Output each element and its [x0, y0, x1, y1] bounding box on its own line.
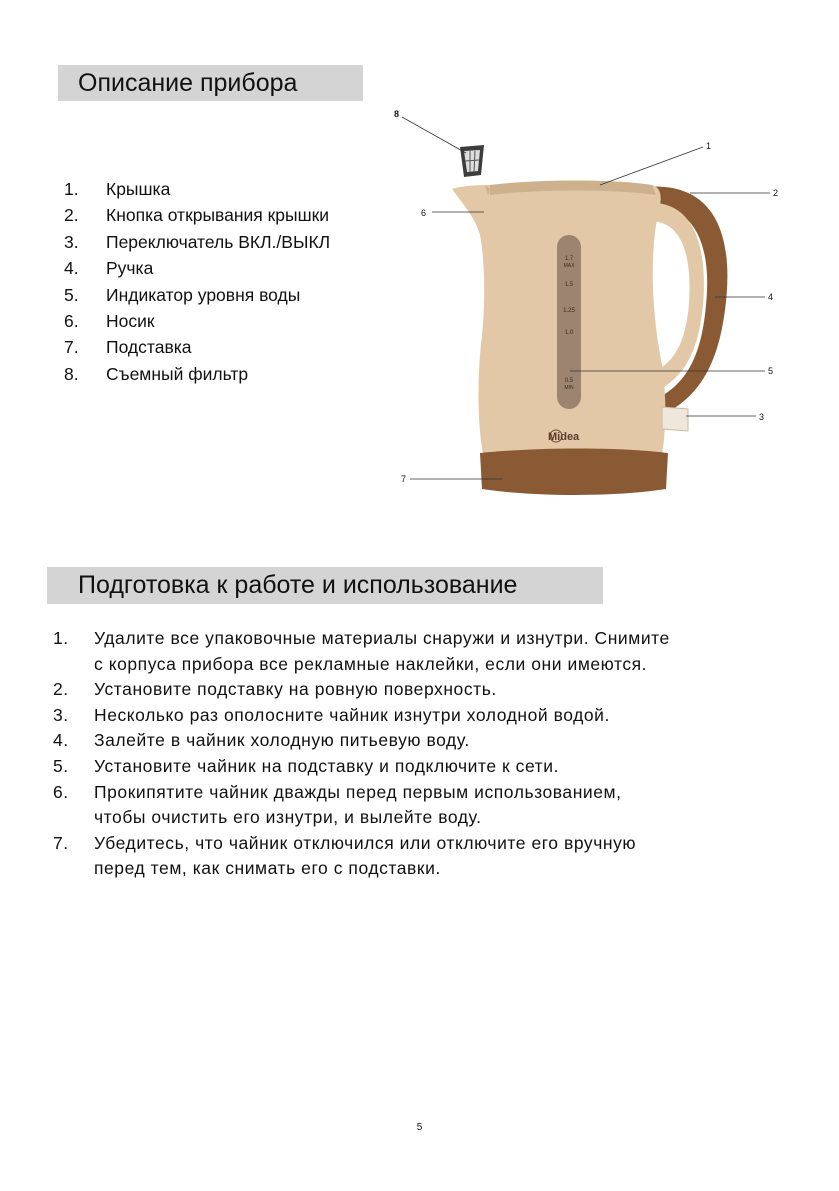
item-number: 4. — [64, 258, 79, 279]
callout-label: 7 — [401, 474, 407, 484]
item-number: 8. — [64, 363, 79, 384]
step-text: Удалите все упаковочные материалы снаружи и изнутри. Снимите — [94, 628, 670, 648]
step-number: 2. — [53, 679, 69, 700]
section-header-description — [58, 65, 363, 101]
item-label: Индикатор уровня воды — [106, 284, 301, 305]
step-text-continuation: чтобы очистить его изнутри, и вылейте воду. — [94, 807, 482, 828]
item-number: 1. — [64, 179, 79, 199]
item-number: 6. — [64, 310, 79, 331]
callout-label: 1 — [706, 141, 712, 151]
list-item — [64, 204, 330, 230]
gauge-mark-sub: MIN — [564, 385, 574, 391]
item-label: Переключатель ВКЛ./ВЫКЛ — [106, 231, 331, 252]
item-label: Кнопка открывания крышки — [106, 205, 330, 226]
step-text-continuation: с корпуса прибора все рекламные наклейки, если они имеются. — [94, 653, 648, 674]
list-item — [53, 626, 793, 677]
list-item — [64, 284, 330, 310]
gauge-mark: 1.25 — [563, 308, 575, 314]
step-number: 1. — [53, 628, 69, 648]
step-number: 6. — [53, 781, 69, 802]
list-item — [64, 310, 330, 336]
water-gauge-illustration — [557, 235, 581, 409]
list-item — [64, 178, 330, 204]
item-label: Крышка — [106, 179, 171, 199]
step-text: Установите чайник на подставку и подключите к сети. — [94, 755, 559, 776]
step-text-continuation: перед тем, как снимать его с подставки. — [94, 858, 441, 879]
instructions-list — [53, 626, 793, 882]
step-number: 7. — [53, 832, 69, 853]
list-item — [53, 754, 793, 780]
step-text: Несколько раз ополосните чайник изнутри холодной водой. — [94, 704, 610, 725]
list-item — [53, 831, 793, 882]
callout-label: 5 — [768, 366, 774, 376]
item-number: 7. — [64, 337, 79, 358]
list-item — [64, 363, 330, 389]
list-item — [64, 336, 330, 362]
step-number: 3. — [53, 704, 69, 725]
list-item — [64, 231, 330, 257]
gauge-mark: 0.5 — [564, 378, 574, 384]
step-text: Убедитесь, что чайник отключился или отключите его вручную — [94, 832, 637, 853]
brand-name: Midea — [548, 431, 580, 443]
step-number: 4. — [53, 730, 69, 751]
base-illustration — [480, 449, 668, 496]
filter-illustration — [460, 145, 484, 177]
item-label: Носик — [106, 310, 155, 331]
list-item — [53, 677, 793, 703]
item-label: Подставка — [106, 337, 192, 358]
item-number: 3. — [64, 231, 79, 252]
switch-illustration — [662, 407, 688, 431]
callout-label: 4 — [768, 292, 774, 302]
gauge-mark-sub: MAX — [563, 263, 575, 269]
step-text: Установите подставку на ровную поверхность. — [94, 679, 497, 700]
parts-list — [64, 178, 330, 389]
callout-label: 2 — [773, 188, 779, 198]
section-title: Подготовка к работе и использование — [78, 571, 518, 599]
section-title: Описание прибора — [78, 68, 298, 97]
list-item — [53, 703, 793, 729]
section-header-preparation — [47, 567, 603, 604]
list-item — [53, 728, 793, 754]
step-text: Залейте в чайник холодную питьевую воду. — [94, 730, 470, 751]
item-label: Ручка — [106, 258, 154, 279]
step-text: Прокипятите чайник дважды перед первым использованием, — [94, 781, 622, 802]
callout-label: 6 — [421, 208, 427, 218]
step-number: 5. — [53, 755, 69, 776]
gauge-mark: 1.0 — [564, 330, 574, 336]
item-number: 2. — [64, 205, 79, 226]
kettle-diagram — [390, 105, 790, 500]
gauge-mark: 1.7 — [564, 256, 574, 262]
callout-label: 3 — [759, 412, 765, 422]
item-label: Съемный фильтр — [106, 363, 249, 384]
brand-logo — [548, 430, 580, 443]
list-item — [53, 780, 793, 831]
page-number: 5 — [416, 1122, 423, 1133]
list-item — [64, 257, 330, 283]
item-number: 5. — [64, 284, 79, 305]
gauge-mark: 1.5 — [564, 282, 574, 288]
callout-label: 8 — [394, 109, 400, 119]
